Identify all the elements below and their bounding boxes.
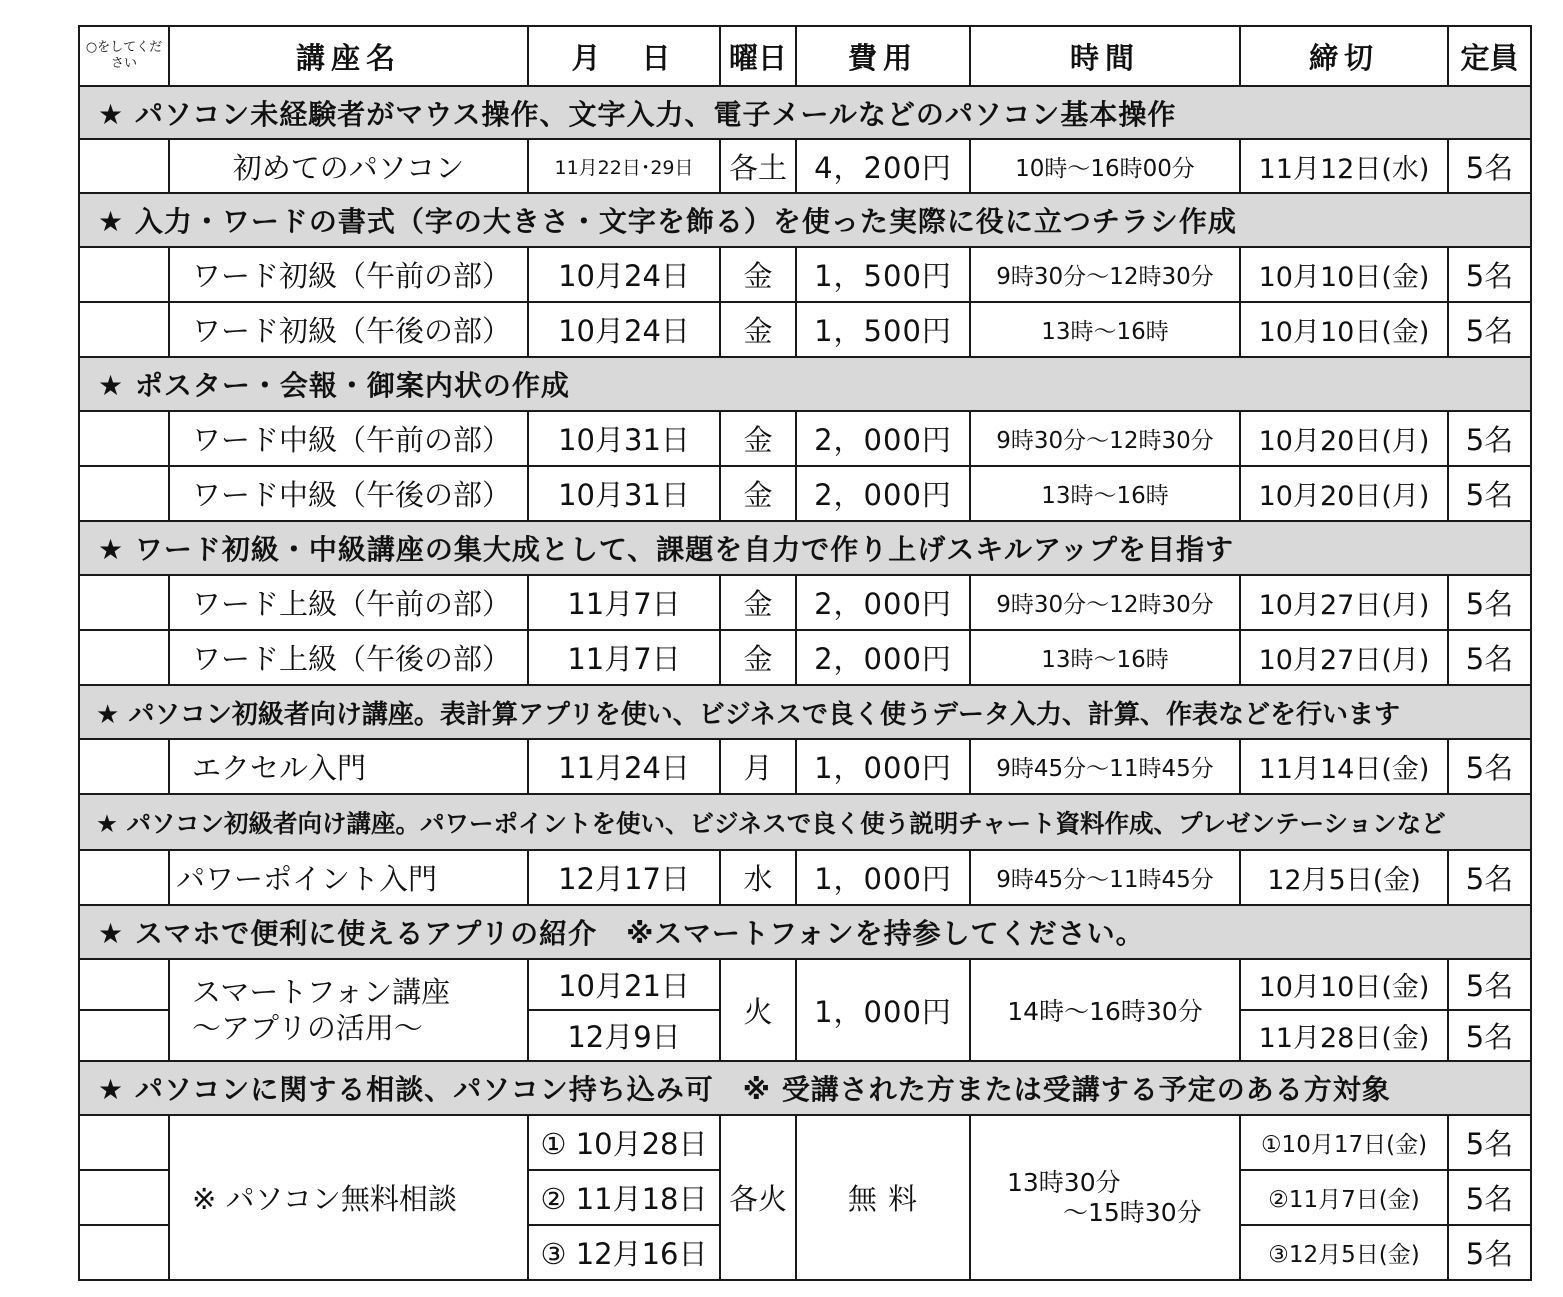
- course-row: [79, 575, 1531, 630]
- course-capacity: 5名: [1448, 1115, 1531, 1170]
- check-cell[interactable]: [79, 850, 169, 905]
- header-time: 時間: [970, 26, 1240, 86]
- course-date: 11月22日･29日: [528, 139, 720, 193]
- course-name: ワード初級（午前の部）: [169, 247, 528, 302]
- check-cell[interactable]: [79, 1225, 169, 1280]
- check-cell[interactable]: [79, 575, 169, 630]
- course-time: 13時～16時: [970, 302, 1240, 357]
- table-header: [79, 26, 1531, 86]
- course-date: ③ 12月16日: [528, 1225, 720, 1280]
- course-fee: 1，500円: [796, 247, 970, 302]
- course-date: ① 10月28日: [528, 1115, 720, 1170]
- course-fee: 2，000円: [796, 575, 970, 630]
- course-date: 12月17日: [528, 850, 720, 905]
- course-date: 11月24日: [528, 739, 720, 794]
- course-weekday: 月: [720, 739, 796, 794]
- course-deadline: ①10月17日(金): [1240, 1115, 1448, 1170]
- section-row: [79, 357, 1531, 411]
- course-name: 初めてのパソコン: [169, 139, 528, 193]
- course-deadline: 10月20日(月): [1240, 466, 1448, 521]
- course-deadline: 11月28日(金): [1240, 1010, 1448, 1061]
- course-row: [79, 247, 1531, 302]
- course-weekday: 火: [720, 959, 796, 1061]
- course-deadline: 10月20日(月): [1240, 411, 1448, 466]
- course-deadline: 12月5日(金): [1240, 850, 1448, 905]
- course-capacity: 5名: [1448, 1225, 1531, 1280]
- course-name: エクセル入門: [169, 739, 528, 794]
- time-line1: 13時30分: [1007, 1167, 1121, 1197]
- course-row: [79, 1115, 1531, 1170]
- course-deadline: 10月10日(金): [1240, 247, 1448, 302]
- course-weekday: 金: [720, 302, 796, 357]
- course-name: ワード上級（午前の部）: [169, 575, 528, 630]
- course-deadline: ③12月5日(金): [1240, 1225, 1448, 1280]
- header-fee: 費用: [796, 26, 970, 86]
- course-weekday: 金: [720, 575, 796, 630]
- course-weekday: 各土: [720, 139, 796, 193]
- header-name: 講座名: [169, 26, 528, 86]
- header-deadline: 締切: [1240, 26, 1448, 86]
- section-title: ★ ワード初級・中級講座の集大成として、課題を自力で作り上げスキルアップを目指す: [79, 521, 1531, 575]
- course-date: 10月31日: [528, 466, 720, 521]
- course-capacity: 5名: [1448, 959, 1531, 1010]
- course-time: 10時～16時00分: [970, 139, 1240, 193]
- course-date: 12月9日: [528, 1010, 720, 1061]
- course-deadline: 10月27日(月): [1240, 575, 1448, 630]
- course-name: パワーポイント入門: [169, 850, 528, 905]
- course-capacity: 5名: [1448, 575, 1531, 630]
- course-deadline: 10月10日(金): [1240, 959, 1448, 1010]
- check-cell[interactable]: [79, 411, 169, 466]
- course-deadline: ②11月7日(金): [1240, 1170, 1448, 1225]
- section-title: ★ パソコンに関する相談、パソコン持ち込み可 ※ 受講された方または受講する予定のある方対象: [79, 1061, 1531, 1115]
- check-cell[interactable]: [79, 1170, 169, 1225]
- course-fee: 1，000円: [796, 850, 970, 905]
- course-capacity: 5名: [1448, 466, 1531, 521]
- course-capacity: 5名: [1448, 1170, 1531, 1225]
- check-cell[interactable]: [79, 630, 169, 685]
- course-date: 10月24日: [528, 247, 720, 302]
- course-fee: 1，000円: [796, 959, 970, 1061]
- course-capacity: 5名: [1448, 139, 1531, 193]
- course-date: 11月7日: [528, 630, 720, 685]
- course-row: [79, 139, 1531, 193]
- section-title: ★ パソコン初級者向け講座。パワーポイントを使い、ビジネスで良く使う説明チャート資料作成、プレゼンテーションなど: [79, 794, 1531, 850]
- section-row: [79, 794, 1531, 850]
- course-name: ワード中級（午後の部）: [169, 466, 528, 521]
- course-deadline: 11月12日(水): [1240, 139, 1448, 193]
- section-row: [79, 905, 1531, 959]
- course-fee: 2，000円: [796, 630, 970, 685]
- course-date: ② 11月18日: [528, 1170, 720, 1225]
- time-line2: ～15時30分: [1063, 1197, 1202, 1227]
- section-row: [79, 193, 1531, 247]
- check-cell[interactable]: [79, 247, 169, 302]
- course-capacity: 5名: [1448, 411, 1531, 466]
- check-cell[interactable]: [79, 302, 169, 357]
- course-name-line2: ～アプリの活用～: [192, 1011, 423, 1045]
- check-cell[interactable]: [79, 739, 169, 794]
- course-row: [79, 630, 1531, 685]
- course-deadline: 10月10日(金): [1240, 302, 1448, 357]
- check-cell[interactable]: [79, 139, 169, 193]
- course-weekday: 金: [720, 411, 796, 466]
- course-date: 11月7日: [528, 575, 720, 630]
- course-time: 9時45分～11時45分: [970, 850, 1240, 905]
- section-title: ★ ポスター・会報・御案内状の作成: [79, 357, 1531, 411]
- course-time: 14時～16時30分: [970, 959, 1240, 1061]
- course-capacity: 5名: [1448, 850, 1531, 905]
- course-date: 10月21日: [528, 959, 720, 1010]
- course-time: 9時30分～12時30分: [970, 575, 1240, 630]
- header-check: ○をしてください: [79, 26, 169, 86]
- course-fee: 1，000円: [796, 739, 970, 794]
- course-row: [79, 739, 1531, 794]
- course-capacity: 5名: [1448, 630, 1531, 685]
- course-row: [79, 466, 1531, 521]
- check-cell[interactable]: [79, 959, 169, 1010]
- check-cell[interactable]: [79, 1010, 169, 1061]
- section-row: [79, 521, 1531, 575]
- course-row: [79, 850, 1531, 905]
- course-weekday: 水: [720, 850, 796, 905]
- header-weekday: 曜日: [720, 26, 796, 86]
- course-fee: 2，000円: [796, 411, 970, 466]
- section-title: ★ 入力・ワードの書式（字の大きさ・文字を飾る）を使った実際に役に立つチラシ作成: [79, 193, 1531, 247]
- course-deadline: 11月14日(金): [1240, 739, 1448, 794]
- section-title: ★ パソコン未経験者がマウス操作、文字入力、電子メールなどのパソコン基本操作: [79, 86, 1531, 139]
- header-date: 月 日: [528, 26, 720, 86]
- course-schedule-table: [78, 25, 1532, 1281]
- course-row: [79, 411, 1531, 466]
- course-fee: 2，000円: [796, 466, 970, 521]
- course-capacity: 5名: [1448, 739, 1531, 794]
- course-capacity: 5名: [1448, 1010, 1531, 1061]
- course-time: 9時30分～12時30分: [970, 247, 1240, 302]
- section-title: ★ スマホで便利に使えるアプリの紹介 ※スマートフォンを持参してください。: [79, 905, 1531, 959]
- course-date: 10月31日: [528, 411, 720, 466]
- smartphone-course-name: [169, 959, 528, 1061]
- course-fee: 無 料: [796, 1115, 970, 1280]
- course-name: ※ パソコン無料相談: [169, 1115, 528, 1280]
- course-weekday: 各火: [720, 1115, 796, 1280]
- course-weekday: 金: [720, 466, 796, 521]
- course-weekday: 金: [720, 630, 796, 685]
- course-row: [79, 302, 1531, 357]
- course-name: ワード中級（午前の部）: [169, 411, 528, 466]
- course-date: 10月24日: [528, 302, 720, 357]
- check-cell[interactable]: [79, 1115, 169, 1170]
- header-capacity: 定員: [1448, 26, 1531, 86]
- course-time: 9時30分～12時30分: [970, 411, 1240, 466]
- course-time: 9時45分～11時45分: [970, 739, 1240, 794]
- section-row: [79, 86, 1531, 139]
- course-capacity: 5名: [1448, 247, 1531, 302]
- course-name-line1: スマートフォン講座: [192, 975, 451, 1009]
- course-capacity: 5名: [1448, 302, 1531, 357]
- section-row: [79, 1061, 1531, 1115]
- course-time: 13時～16時: [970, 466, 1240, 521]
- course-weekday: 金: [720, 247, 796, 302]
- course-fee: 4，200円: [796, 139, 970, 193]
- section-title: ★ パソコン初級者向け講座。表計算アプリを使い、ビジネスで良く使うデータ入力、計算、作表などを行います: [79, 685, 1531, 739]
- course-fee: 1，500円: [796, 302, 970, 357]
- section-row: [79, 685, 1531, 739]
- course-deadline: 10月27日(月): [1240, 630, 1448, 685]
- course-name: ワード上級（午後の部）: [169, 630, 528, 685]
- course-time: [970, 1115, 1240, 1280]
- course-name: ワード初級（午後の部）: [169, 302, 528, 357]
- course-row: [79, 959, 1531, 1010]
- check-cell[interactable]: [79, 466, 169, 521]
- course-time: 13時～16時: [970, 630, 1240, 685]
